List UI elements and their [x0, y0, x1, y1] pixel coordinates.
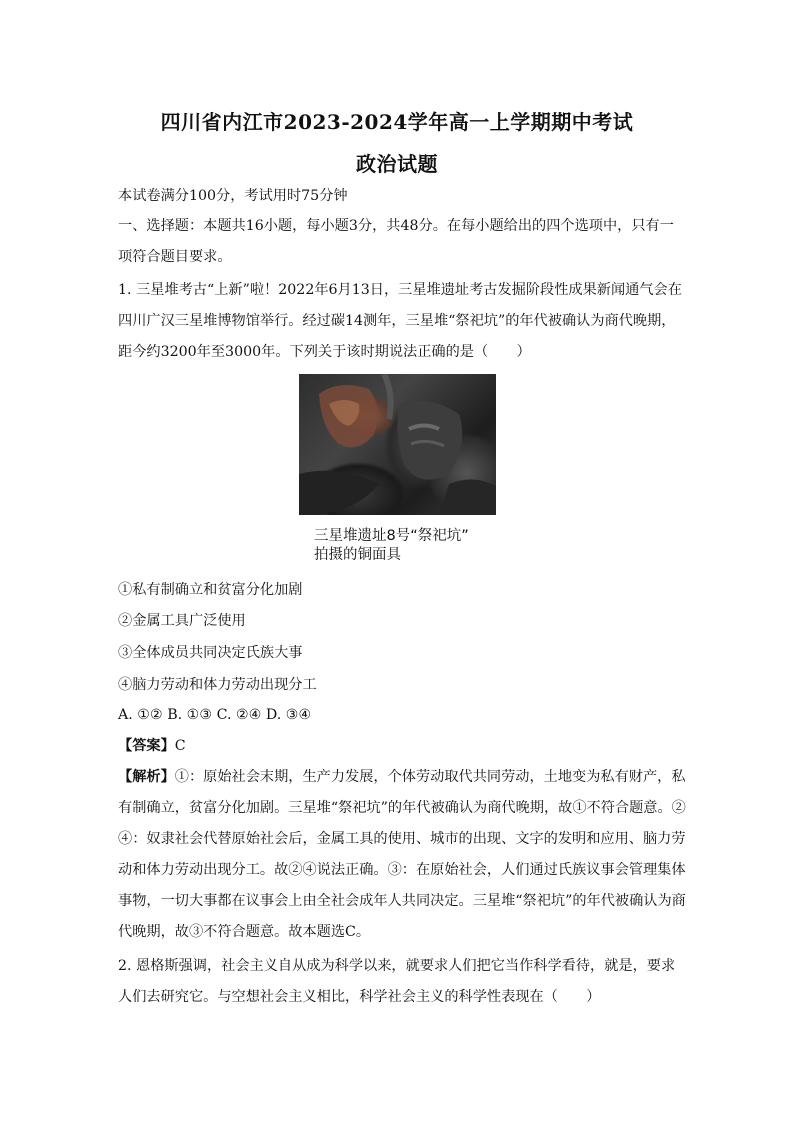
q1-option-4: ④脑力劳动和体力劳动出现分工 [118, 677, 317, 693]
q1-analysis-line-4: 动和体力劳动出现分工。故②④说法正确。③：在原始社会，人们通过氏族议事会管理集体 [118, 862, 686, 878]
q1-analysis-line-3: ④：奴隶社会代替原始社会后，金属工具的使用、城市的出现、文字的发明和应用、脑力劳 [118, 831, 686, 847]
exam-title: 四川省内江市2023-2024学年高一上学期期中考试 [160, 110, 634, 134]
q1-analysis-line-2: 有制确立，贫富分化加剧。三星堆“祭祀坑”的年代被确认为商代晚期，故①不符合题意。② [118, 800, 686, 816]
q1-stem-line-1: 1. 三星堆考古“上新”啦！2022年6月13日，三星堆遗址考古发掘阶段性成果新闻通气会在 [118, 282, 682, 298]
bronze-mask-photo [299, 374, 496, 515]
section-heading-line-2: 项符合题目要求。 [118, 249, 232, 265]
q2-stem-line-2: 人们去研究它。与空想社会主义相比，科学社会主义的科学性表现在（ ） [118, 989, 601, 1005]
exam-info: 本试卷满分100分，考试用时75分钟 [118, 188, 348, 204]
q1-option-2: ②金属工具广泛使用 [118, 613, 246, 629]
q1-stem-line-3: 距今约3200年至3000年。下列关于该时期说法正确的是（ ） [118, 344, 531, 360]
q1-stem-line-2: 四川广汉三星堆博物馆举行。经过碳14测年，三星堆“祭祀坑”的年代被确认为商代晚期， [118, 313, 676, 329]
q1-option-1: ①私有制确立和贫富分化加剧 [118, 582, 303, 598]
q1-analysis-line-1 [118, 767, 686, 787]
q1-option-3: ③全体成员共同决定氏族大事 [118, 645, 303, 661]
q1-answer [118, 736, 678, 756]
analysis-text-1: ①：原始社会末期，生产力发展，个体劳动取代共同劳动，土地变为私有财产，私 [174, 769, 686, 785]
image-caption-line-2: 拍摄的铜面具 [314, 547, 401, 563]
analysis-label: 【解析】 [118, 769, 175, 785]
q1-analysis-line-6: 代晚期，故③不符合题意。故本题选C。 [118, 924, 371, 940]
answer-label: 【答案】 [118, 738, 175, 754]
exam-subtitle: 政治试题 [356, 152, 438, 176]
section-heading-line-1: 一、选择题：本题共16小题，每小题3分，共48分。在每小题给出的四个选项中，只有一 [118, 218, 674, 234]
q2-stem-line-1: 2. 恩格斯强调，社会主义自从成为科学以来，就要求人们把它当作科学看待，就是，要求 [118, 958, 676, 974]
answer-value: C [174, 738, 186, 754]
q1-choices: A. ①② B. ①③ C. ②④ D. ③④ [118, 707, 312, 723]
q1-analysis-line-5: 事物，一切大事都在议事会上由全社会成年人共同决定。三星堆“祭祀坑”的年代被确认为商 [118, 893, 686, 909]
image-caption-line-1: 三星堆遗址8号“祭祀坑” [314, 528, 469, 544]
